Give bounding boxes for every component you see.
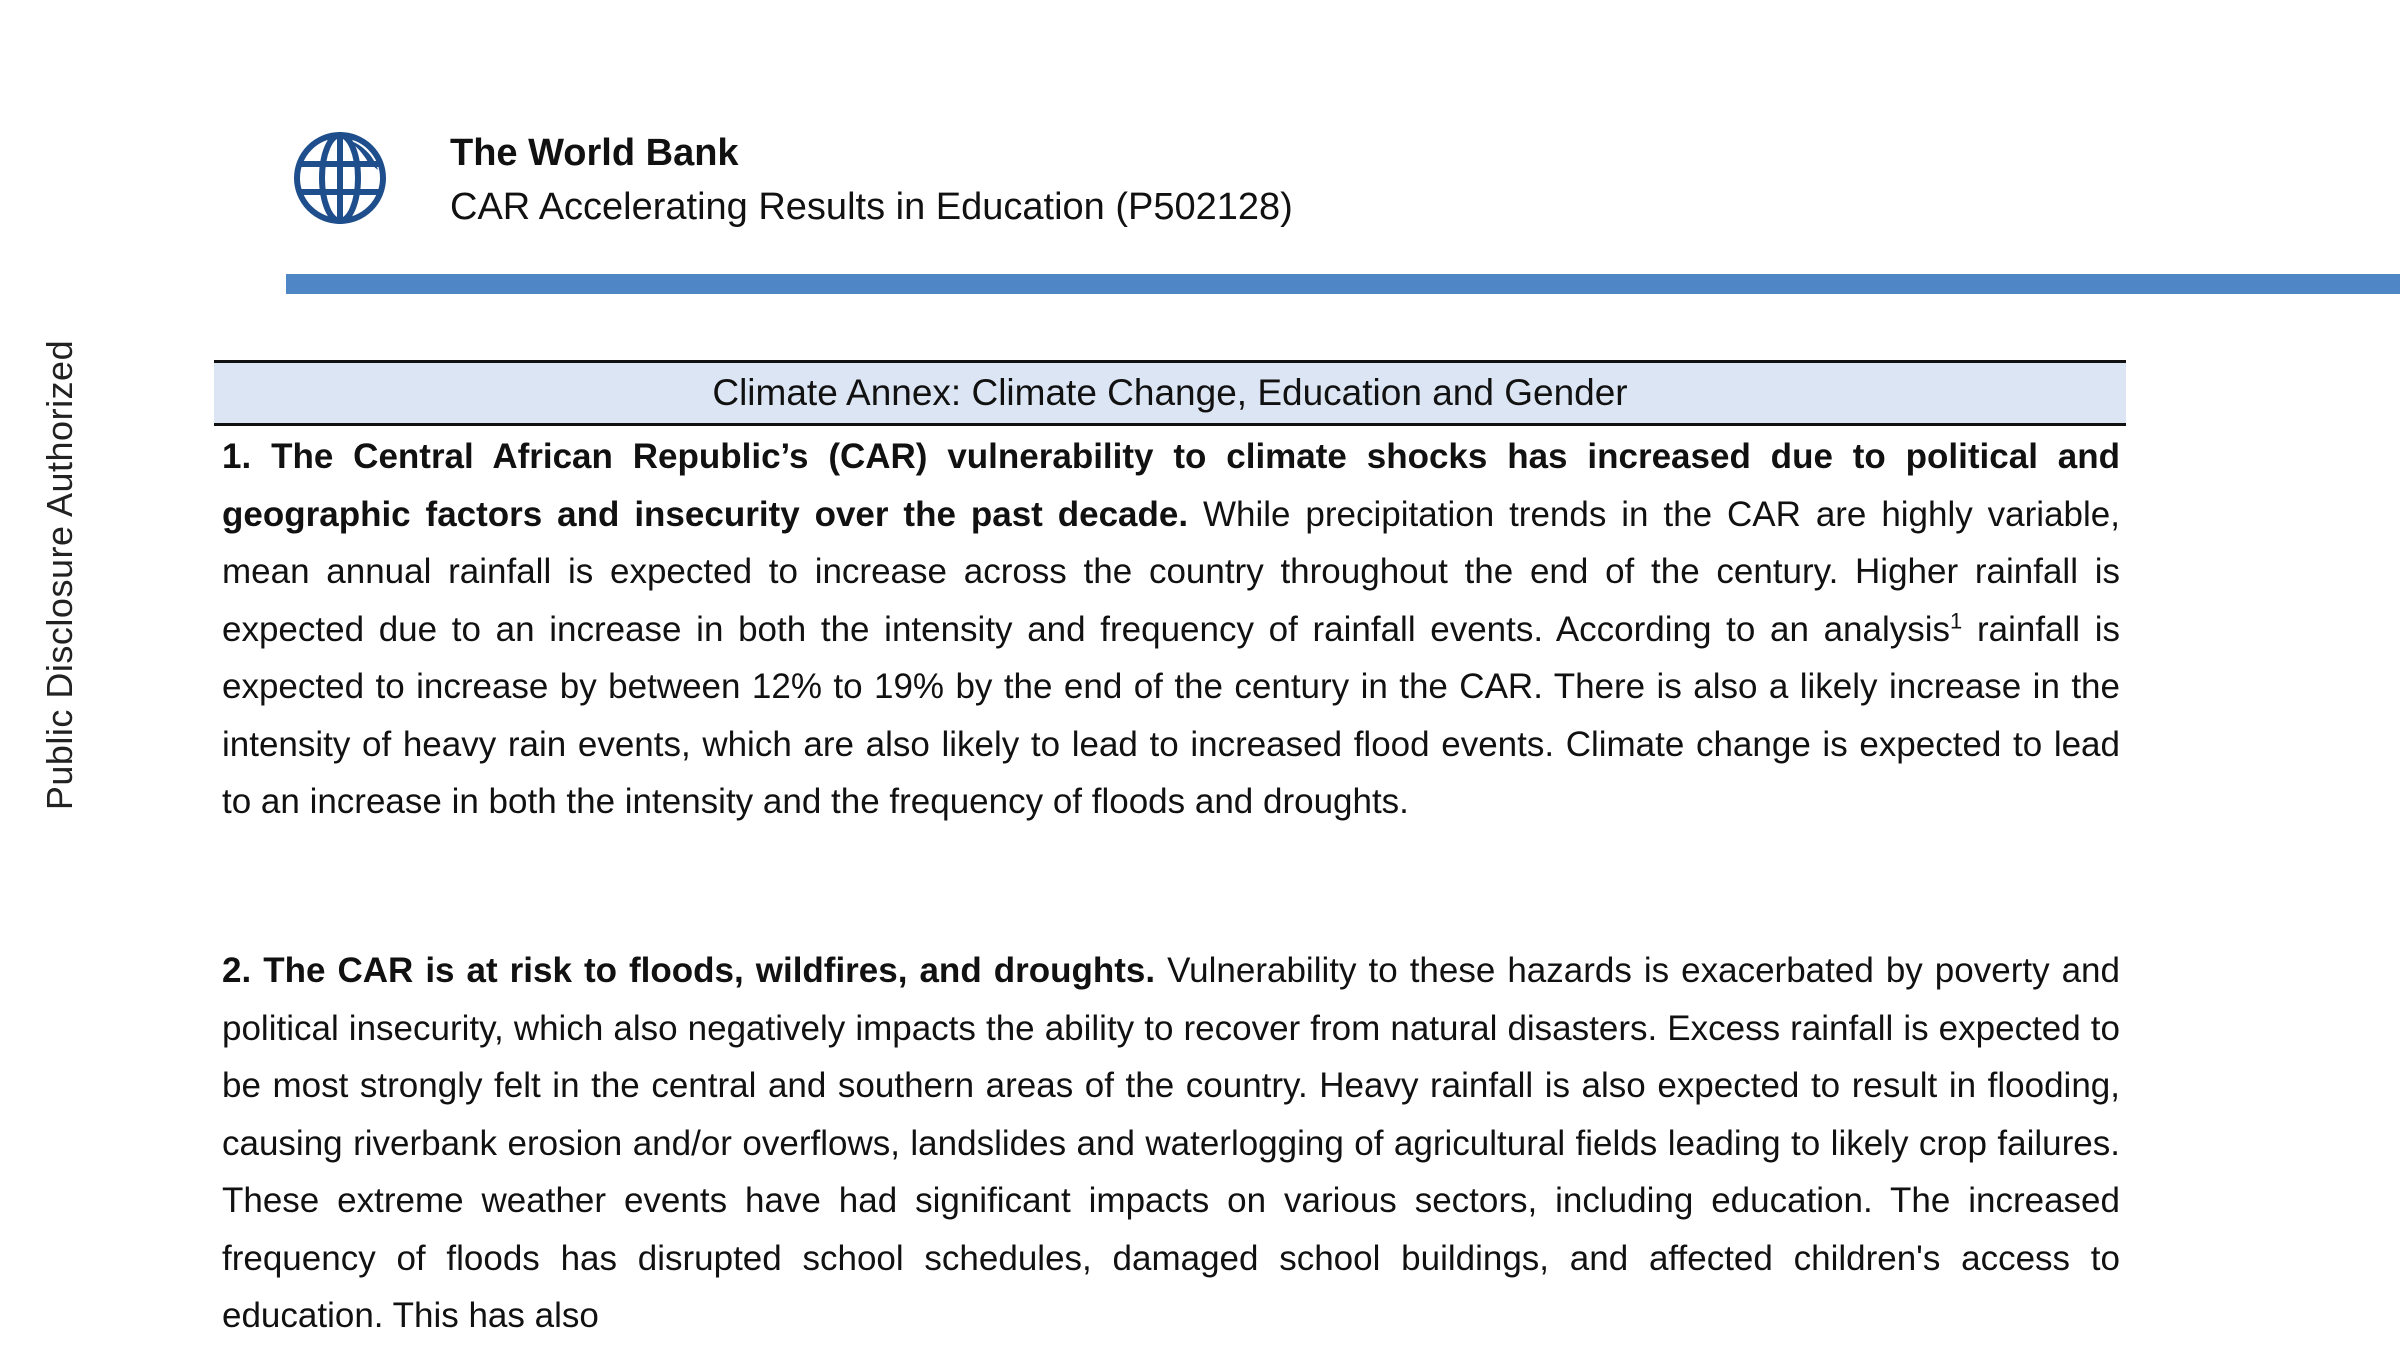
paragraph-body: While precipitation trends in the CAR are highly variable, mean annual rainfall is expected to increase across the country throughout the end of the century. Higher rainfall is expected due to an increase in both the intensity and frequency of rainfall events. According to an analysis [222,494,2120,649]
paragraph-1 [222,428,2120,831]
annex-heading: Climate Annex: Climate Change, Education and Gender [214,360,2126,426]
project-title: CAR Accelerating Results in Education (P502128) [450,186,1293,228]
paragraph-number: 2. [222,951,252,990]
header-divider [286,274,2400,294]
footnote-marker[interactable]: 1 [1950,607,1963,633]
paragraph-lead: The Central African Republic’s (CAR) vulnerability to climate shocks has increased due to political and geographic factors and insecurity over the past decade. [222,437,2121,534]
paragraph-number: 1. [222,437,252,476]
disclosure-stamp: Public Disclosure Authorized [39,339,80,811]
paragraph-2 [222,942,2120,1345]
paragraph-lead: The CAR is at risk to floods, wildfires, and droughts. [263,951,1156,990]
paragraph-body-continued: rainfall is expected to increase by between 12% to 19% by the end of the century in the CAR. There is also a likely increase in the intensity of heavy rain events, which are also likely to lead to increased flood events. Climate change is expected to lead to an increase in both the intensity and the frequency of floods and droughts. [222,609,2120,821]
organization-name: The World Bank [450,132,739,174]
world-bank-globe-icon [290,126,390,226]
paragraph-body: Vulnerability to these hazards is exacerbated by poverty and political insecurity, which also negatively impacts the ability to recover from natural disasters. Excess rainfall is expected to be most strongly felt in the central and southern areas of the country. Heavy rainfall is also expected to result in flooding, causing riverbank erosion and/or overflows, landslides and waterlogging of agricultural fields leading to likely crop failures. These extreme weather events have had significant impacts on various sectors, including education. The increased frequency of floods has disrupted school schedules, damaged school buildings, and affected children's access to education. This has also [222,951,2120,1335]
